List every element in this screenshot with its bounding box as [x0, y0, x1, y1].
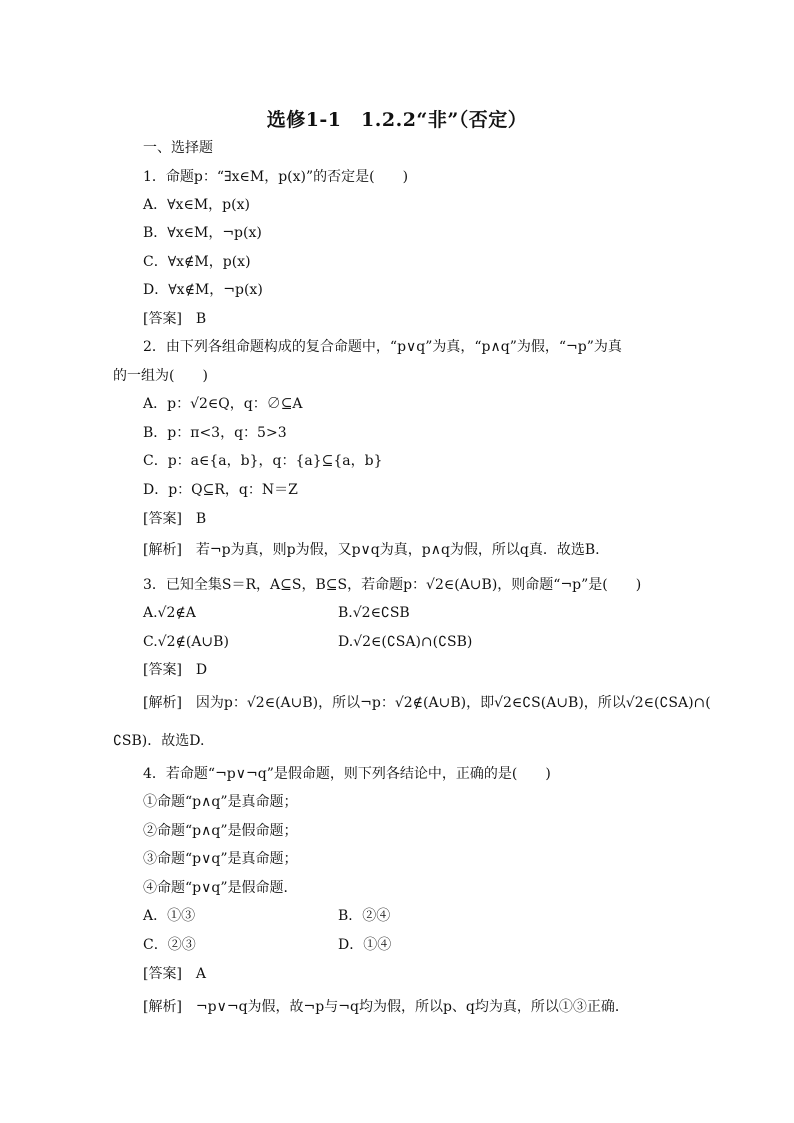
q3-option-a: A.√2∉A [143, 605, 196, 621]
q2-analysis: [解析] 若¬p为真，则p为假，又p∨q为真，p∧q为假，所以q真．故选B. [143, 542, 600, 558]
q4-stem: 4．若命题“¬p∨¬q”是假命题，则下列各结论中，正确的是( ) [143, 766, 551, 782]
q4-answer: [答案] A [143, 966, 207, 982]
q3-option-b: B.√2∈∁SB [338, 605, 410, 621]
q4-option-d: D．①④ [338, 937, 392, 953]
q3-answer: [答案] D [143, 662, 208, 678]
q2-option-d: D．p：Q⊆R，q：N＝Z [143, 482, 298, 498]
q1-option-d: D．∀x∉M，¬p(x) [143, 282, 263, 298]
page-title: 选修1-1 1.2.2“非”（否定） [266, 109, 528, 131]
q3-option-c: C.√2∉(A∪B) [143, 634, 229, 650]
q4-option-a: A．①③ [143, 908, 196, 924]
q4-analysis: [解析] ¬p∨¬q为假，故¬p与¬q均为假，所以p、q均为真，所以①③正确． [143, 999, 629, 1015]
q1-stem: 1．命题p：“∃x∈M，p(x)”的否定是( ) [143, 169, 409, 185]
q3-option-d: D.√2∈(∁SA)∩(∁SB) [338, 634, 473, 650]
q1-option-b: B．∀x∈M，¬p(x) [143, 225, 262, 241]
q4-option-b: B．②④ [338, 908, 391, 924]
q1-option-c: C．∀x∉M，p(x) [143, 254, 251, 270]
q2-option-b: B．p：π<3，q：5>3 [143, 425, 287, 441]
q4-item-3: ③命题“p∨q”是真命题； [143, 851, 298, 867]
q4-option-c: C．②③ [143, 937, 196, 953]
q4-item-2: ②命题“p∧q”是假命题； [143, 823, 298, 839]
q2-answer: [答案] B [143, 511, 207, 527]
q2-stem-line2: 的一组为( ) [113, 368, 208, 384]
q1-answer: [答案] B [143, 311, 207, 327]
q2-option-c: C．p：a∈{a，b}，q：{a}⊆{a，b} [143, 453, 383, 469]
q3-analysis-line2: ∁SB)．故选D. [113, 733, 205, 749]
q4-item-1: ①命题“p∧q”是真命题； [143, 794, 298, 810]
q3-analysis-line1: [解析] 因为p：√2∈(A∪B)，所以¬p：√2∉(A∪B)，即√2∈∁S(A∪B)，所以√2∈(∁SA)∩( [143, 695, 711, 711]
q3-stem: 3．已知全集S＝R，A⊆S，B⊆S，若命题p：√2∈(A∪B)，则命题“¬p”是( ) [143, 577, 642, 593]
q2-stem-line1: 2．由下列各组命题构成的复合命题中，“p∨q”为真，“p∧q”为假，“¬p”为真 [143, 339, 622, 355]
section-heading: 一、选择题 [143, 140, 213, 156]
q2-option-a: A．p：√2∈Q，q：∅⊆A [143, 396, 303, 412]
q4-item-4: ④命题“p∨q”是假命题． [143, 880, 298, 896]
q1-option-a: A．∀x∈M，p(x) [143, 197, 250, 213]
